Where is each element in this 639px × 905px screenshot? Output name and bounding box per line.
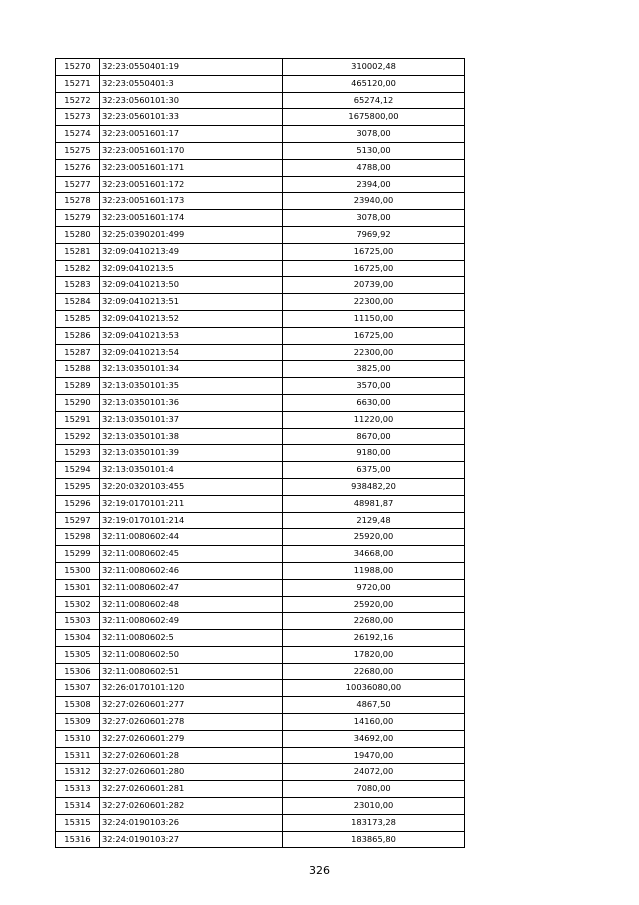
cadastral-number-cell: 32:09:0410213:5 [100,260,283,277]
cadastral-value-cell: 34692,00 [283,730,465,747]
cadastral-value-table [55,58,465,848]
cadastral-number-cell: 32:09:0410213:50 [100,277,283,294]
row-number-cell: 15313 [56,781,100,798]
cadastral-number-cell: 32:09:0410213:49 [100,243,283,260]
row-number-cell: 15301 [56,579,100,596]
cadastral-value-cell: 17820,00 [283,646,465,663]
row-number-cell: 15284 [56,294,100,311]
row-number-cell: 15289 [56,378,100,395]
cadastral-number-cell: 32:23:0051601:171 [100,159,283,176]
cadastral-value-cell: 9720,00 [283,579,465,596]
cadastral-value-cell: 25920,00 [283,529,465,546]
cadastral-number-cell: 32:11:0080602:46 [100,562,283,579]
cadastral-number-cell: 32:11:0080602:5 [100,630,283,647]
row-number-cell: 15292 [56,428,100,445]
cadastral-number-cell: 32:13:0350101:36 [100,394,283,411]
cadastral-number-cell: 32:23:0560101:30 [100,92,283,109]
row-number-cell: 15285 [56,310,100,327]
table-row [56,579,465,596]
table-row [56,327,465,344]
table-row [56,529,465,546]
cadastral-value-cell: 11150,00 [283,310,465,327]
table-row [56,798,465,815]
row-number-cell: 15276 [56,159,100,176]
table-row [56,226,465,243]
cadastral-value-cell: 23940,00 [283,193,465,210]
cadastral-number-cell: 32:23:0051601:170 [100,142,283,159]
table-row [56,747,465,764]
cadastral-value-cell: 3078,00 [283,210,465,227]
cadastral-number-cell: 32:09:0410213:51 [100,294,283,311]
row-number-cell: 15294 [56,462,100,479]
table-row [56,176,465,193]
cadastral-number-cell: 32:13:0350101:37 [100,411,283,428]
cadastral-number-cell: 32:19:0170101:211 [100,495,283,512]
cadastral-number-cell: 32:27:0260601:280 [100,764,283,781]
cadastral-value-cell: 938482,20 [283,478,465,495]
cadastral-value-cell: 25920,00 [283,596,465,613]
cadastral-value-cell: 23010,00 [283,798,465,815]
table-row [56,478,465,495]
page-number: 326 [309,864,330,877]
cadastral-value-cell: 3825,00 [283,361,465,378]
table-row [56,512,465,529]
cadastral-number-cell: 32:13:0350101:34 [100,361,283,378]
cadastral-number-cell: 32:09:0410213:53 [100,327,283,344]
row-number-cell: 15304 [56,630,100,647]
row-number-cell: 15275 [56,142,100,159]
table-row [56,142,465,159]
cadastral-value-cell: 183865,80 [283,831,465,848]
cadastral-number-cell: 32:27:0260601:28 [100,747,283,764]
table-row [56,277,465,294]
table-row [56,294,465,311]
cadastral-value-cell: 183173,28 [283,814,465,831]
cadastral-value-cell: 65274,12 [283,92,465,109]
table-row [56,730,465,747]
row-number-cell: 15310 [56,730,100,747]
cadastral-number-cell: 32:11:0080602:48 [100,596,283,613]
table-row [56,462,465,479]
table-row [56,646,465,663]
table-row [56,680,465,697]
row-number-cell: 15282 [56,260,100,277]
table-body [56,59,465,848]
row-number-cell: 15300 [56,562,100,579]
row-number-cell: 15293 [56,445,100,462]
cadastral-number-cell: 32:13:0350101:4 [100,462,283,479]
cadastral-number-cell: 32:23:0051601:17 [100,126,283,143]
cadastral-value-cell: 3570,00 [283,378,465,395]
cadastral-value-cell: 10036080,00 [283,680,465,697]
cadastral-value-cell: 22300,00 [283,294,465,311]
row-number-cell: 15271 [56,75,100,92]
table-row [56,697,465,714]
cadastral-number-cell: 32:24:0190103:26 [100,814,283,831]
row-number-cell: 15286 [56,327,100,344]
table-row [56,630,465,647]
row-number-cell: 15290 [56,394,100,411]
cadastral-value-cell: 4788,00 [283,159,465,176]
cadastral-value-cell: 26192,16 [283,630,465,647]
cadastral-value-cell: 19470,00 [283,747,465,764]
table-row [56,764,465,781]
table-row [56,210,465,227]
row-number-cell: 15315 [56,814,100,831]
table-row [56,562,465,579]
row-number-cell: 15299 [56,546,100,563]
row-number-cell: 15303 [56,613,100,630]
cadastral-number-cell: 32:13:0350101:38 [100,428,283,445]
cadastral-number-cell: 32:13:0350101:35 [100,378,283,395]
table-row [56,663,465,680]
cadastral-value-cell: 9180,00 [283,445,465,462]
row-number-cell: 15283 [56,277,100,294]
table-row [56,59,465,76]
cadastral-number-cell: 32:11:0080602:45 [100,546,283,563]
cadastral-number-cell: 32:09:0410213:54 [100,344,283,361]
table-row [56,613,465,630]
table-row [56,109,465,126]
row-number-cell: 15312 [56,764,100,781]
row-number-cell: 15297 [56,512,100,529]
cadastral-value-cell: 7969,92 [283,226,465,243]
cadastral-number-cell: 32:23:0550401:19 [100,59,283,76]
row-number-cell: 15270 [56,59,100,76]
row-number-cell: 15287 [56,344,100,361]
table-row [56,411,465,428]
table-row [56,193,465,210]
cadastral-value-cell: 8670,00 [283,428,465,445]
cadastral-number-cell: 32:23:0051601:173 [100,193,283,210]
row-number-cell: 15316 [56,831,100,848]
cadastral-value-cell: 20739,00 [283,277,465,294]
cadastral-number-cell: 32:23:0051601:172 [100,176,283,193]
table-row [56,445,465,462]
cadastral-number-cell: 32:27:0260601:278 [100,714,283,731]
table-row [56,596,465,613]
cadastral-value-cell: 22680,00 [283,663,465,680]
cadastral-value-cell: 465120,00 [283,75,465,92]
cadastral-value-cell: 1675800,00 [283,109,465,126]
row-number-cell: 15306 [56,663,100,680]
row-number-cell: 15296 [56,495,100,512]
cadastral-value-cell: 2129,48 [283,512,465,529]
row-number-cell: 15291 [56,411,100,428]
cadastral-value-cell: 6630,00 [283,394,465,411]
row-number-cell: 15305 [56,646,100,663]
cadastral-number-cell: 32:20:0320103:455 [100,478,283,495]
cadastral-number-cell: 32:27:0260601:279 [100,730,283,747]
table-row [56,159,465,176]
table-row [56,546,465,563]
cadastral-number-cell: 32:11:0080602:51 [100,663,283,680]
row-number-cell: 15311 [56,747,100,764]
cadastral-value-cell: 5130,00 [283,142,465,159]
row-number-cell: 15277 [56,176,100,193]
row-number-cell: 15298 [56,529,100,546]
cadastral-value-cell: 11988,00 [283,562,465,579]
table-row [56,344,465,361]
table-row [56,75,465,92]
row-number-cell: 15278 [56,193,100,210]
table-row [56,428,465,445]
table-row [56,361,465,378]
row-number-cell: 15273 [56,109,100,126]
cadastral-value-cell: 310002,48 [283,59,465,76]
row-number-cell: 15295 [56,478,100,495]
cadastral-value-cell: 14160,00 [283,714,465,731]
table-row [56,781,465,798]
cadastral-value-cell: 16725,00 [283,327,465,344]
row-number-cell: 15309 [56,714,100,731]
cadastral-value-cell: 7080,00 [283,781,465,798]
row-number-cell: 15272 [56,92,100,109]
table-row [56,814,465,831]
cadastral-number-cell: 32:11:0080602:44 [100,529,283,546]
cadastral-value-cell: 6375,00 [283,462,465,479]
cadastral-number-cell: 32:13:0350101:39 [100,445,283,462]
cadastral-value-cell: 24072,00 [283,764,465,781]
cadastral-value-cell: 4867,50 [283,697,465,714]
cadastral-number-cell: 32:24:0190103:27 [100,831,283,848]
cadastral-number-cell: 32:27:0260601:281 [100,781,283,798]
row-number-cell: 15308 [56,697,100,714]
cadastral-value-cell: 16725,00 [283,260,465,277]
row-number-cell: 15279 [56,210,100,227]
row-number-cell: 15307 [56,680,100,697]
table-row [56,495,465,512]
row-number-cell: 15281 [56,243,100,260]
row-number-cell: 15302 [56,596,100,613]
row-number-cell: 15274 [56,126,100,143]
cadastral-value-cell: 3078,00 [283,126,465,143]
table-row [56,831,465,848]
cadastral-number-cell: 32:11:0080602:50 [100,646,283,663]
table-row [56,126,465,143]
cadastral-value-cell: 48981,87 [283,495,465,512]
cadastral-number-cell: 32:27:0260601:282 [100,798,283,815]
cadastral-number-cell: 32:11:0080602:49 [100,613,283,630]
cadastral-value-cell: 16725,00 [283,243,465,260]
cadastral-number-cell: 32:09:0410213:52 [100,310,283,327]
table-row [56,310,465,327]
cadastral-value-cell: 2394,00 [283,176,465,193]
cadastral-number-cell: 32:27:0260601:277 [100,697,283,714]
cadastral-number-cell: 32:23:0560101:33 [100,109,283,126]
row-number-cell: 15280 [56,226,100,243]
cadastral-number-cell: 32:23:0051601:174 [100,210,283,227]
cadastral-value-cell: 11220,00 [283,411,465,428]
table-row [56,714,465,731]
cadastral-number-cell: 32:25:0390201:499 [100,226,283,243]
cadastral-number-cell: 32:26:0170101:120 [100,680,283,697]
cadastral-value-cell: 34668,00 [283,546,465,563]
cadastral-value-cell: 22680,00 [283,613,465,630]
cadastral-number-cell: 32:11:0080602:47 [100,579,283,596]
table-row [56,92,465,109]
cadastral-number-cell: 32:23:0550401:3 [100,75,283,92]
table-row [56,243,465,260]
table-row [56,378,465,395]
row-number-cell: 15288 [56,361,100,378]
table-row [56,394,465,411]
table-row [56,260,465,277]
cadastral-number-cell: 32:19:0170101:214 [100,512,283,529]
cadastral-value-cell: 22300,00 [283,344,465,361]
row-number-cell: 15314 [56,798,100,815]
